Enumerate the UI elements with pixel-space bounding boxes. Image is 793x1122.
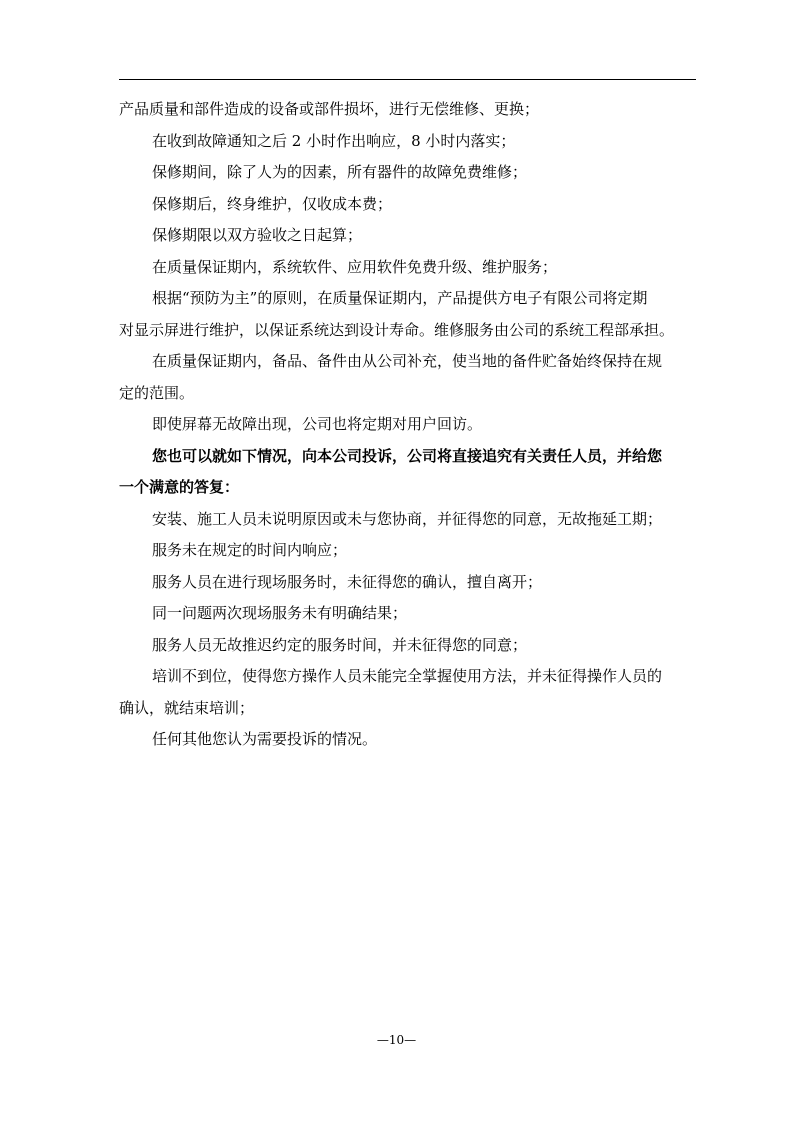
paragraph-complaint-delay: 安装、施工人员未说明原因或未与您协商，并征得您的同意，无故拖延工期； [152, 509, 663, 528]
paragraph-complaint-left-site: 服务人员在进行现场服务时，未征得您的确认，擅自离开； [152, 572, 543, 591]
paragraph-complaint-heading [119, 441, 696, 504]
paragraph-line: 根据“预防为主”的原则，在质量保证期内，产品提供方电子有限公司将定期 [152, 289, 648, 307]
paragraph-line: 确认，就结束培训； [119, 698, 255, 717]
paragraph-response-time: 在收到故障通知之后 2 小时作出响应，8 小时内落实； [152, 131, 516, 150]
paragraph-line: 培训不到位，使得您方操作人员未能完全掌握使用方法，并未征得操作人员的 [152, 667, 663, 685]
paragraph-complaint-unresolved: 同一问题两次现场服务未有明确结果； [152, 604, 408, 622]
paragraph-customer-visits: 即使屏幕无故障出现，公司也将定期对用户回访。 [152, 415, 483, 433]
paragraph-line: 您也可以就如下情况，向本公司投诉，公司将直接追究有关责任人员，并给您 [152, 446, 663, 465]
paragraph-line: 对显示屏进行维护，以保证系统达到设计寿命。维修服务由公司的系统工程部承担。 [119, 320, 675, 339]
paragraph-line: 定的范围。 [119, 383, 195, 402]
paragraph-preventive-maintenance [119, 283, 696, 346]
paragraph-complaint-no-response: 服务未在规定的时间内响应； [152, 541, 348, 559]
paragraph-line: 在质量保证期内，备品、备件由从公司补充，使当地的备件贮备始终保持在规 [152, 352, 663, 370]
paragraph-complaint-postponed: 服务人员无故推迟约定的服务时间，并未征得您的同意； [152, 635, 528, 654]
paragraph-lifetime-maintenance: 保修期后，终身维护，仅收成本费； [152, 194, 393, 213]
paragraph-software-upgrade: 在质量保证期内，系统软件、应用软件免费升级、维护服务； [152, 257, 558, 276]
body-text [119, 94, 696, 756]
paragraph-complaint-training [119, 661, 696, 724]
paragraph-warranty-repair: 产品质量和部件造成的设备或部件损坏，进行无偿维修、更换； [119, 100, 540, 118]
header-rule [119, 79, 696, 80]
paragraph-free-repair: 保修期间，除了人为的因素，所有器件的故障免费维修； [152, 163, 528, 181]
page-number: —10— [376, 1033, 417, 1047]
paragraph-spare-parts [119, 346, 696, 409]
paragraph-complaint-other: 任何其他您认为需要投诉的情况。 [152, 730, 378, 748]
paragraph-warranty-start: 保修期限以双方验收之日起算； [152, 226, 363, 244]
paragraph-line: 一个满意的答复： [119, 478, 240, 496]
